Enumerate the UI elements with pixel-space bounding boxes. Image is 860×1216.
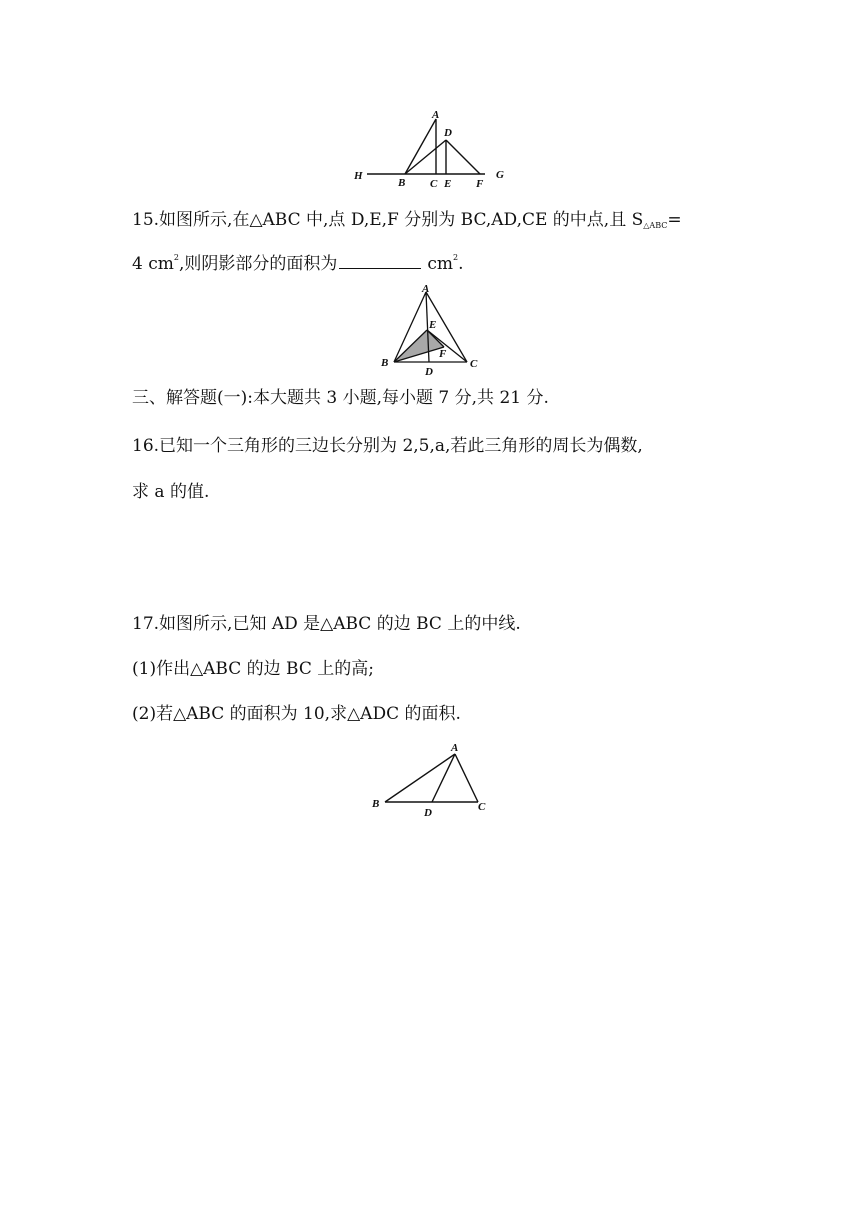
figure-17	[366, 737, 496, 822]
label-C: C	[478, 801, 486, 813]
label-B: B	[381, 357, 389, 369]
label-E: E	[444, 178, 452, 190]
label-F: F	[476, 178, 484, 190]
q16-line2: 求 a 的值.	[132, 482, 210, 502]
label-C: C	[470, 358, 478, 370]
label-A: A	[432, 109, 440, 121]
q17-line1: 17.如图所示,已知 AD 是△ABC 的边 BC 上的中线.	[132, 614, 521, 634]
answer-blank[interactable]	[339, 250, 421, 269]
label-A: A	[451, 742, 459, 754]
label-F: F	[439, 348, 447, 360]
label-A: A	[422, 283, 430, 295]
q17-part1: (1)作出△ABC 的边 BC 上的高;	[132, 659, 375, 679]
q15-line2: 4 $cm^2$,则阴影部分的面积为 $cm^2$.	[132, 250, 464, 276]
label-C: C	[430, 178, 438, 190]
label-D: D	[444, 127, 452, 139]
q15-subscript: △ABC	[643, 221, 668, 230]
q16-line1: 16.已知一个三角形的三边长分别为 2,5,a,若此三角形的周长为偶数,	[132, 436, 643, 456]
label-D: D	[424, 807, 432, 819]
label-E: E	[429, 319, 437, 331]
section-heading: 三、解答题(一):本大题共 3 小题,每小题 7 分,共 21 分.	[132, 388, 549, 408]
label-H: H	[354, 170, 363, 182]
label-B: B	[372, 798, 380, 810]
label-B: B	[398, 177, 406, 189]
label-D: D	[425, 366, 433, 378]
figure-15	[376, 283, 486, 378]
q15-line1: 15.如图所示,在△ABC 中,点 D,E,F 分别为 BC,AD,CE 的中点,且 $S_{\triangle ABC}=$	[132, 210, 682, 230]
figure-top	[350, 105, 520, 190]
label-G: G	[496, 169, 504, 181]
q17-part2: (2)若△ABC 的面积为 10,求△ADC 的面积.	[132, 704, 461, 724]
